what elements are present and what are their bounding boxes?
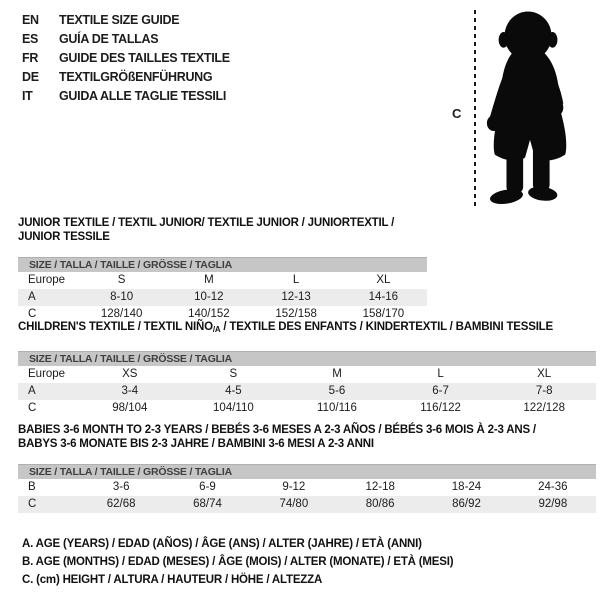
language-title: TEXTILGRÖßENFÜHRUNG [59, 70, 213, 84]
language-code: ES [22, 32, 39, 46]
age-cell: 18-24 [451, 481, 482, 493]
height-cell: 98/104 [112, 402, 148, 414]
legend [22, 535, 453, 589]
age-cell: 5-6 [328, 385, 346, 397]
junior-size-table [18, 257, 427, 323]
section-babies [18, 423, 596, 513]
age-cell: 14-16 [368, 291, 399, 303]
height-cell: 158/170 [362, 308, 405, 320]
language-row-it [22, 87, 230, 106]
language-row-en [22, 11, 230, 30]
age-cell: 6-7 [432, 385, 449, 397]
legend-line-a: A. AGE (YEARS) / EDAD (AÑOS) / ÂGE (ANS) / ALTER (JAHRE) / ETÀ (ANNI) [22, 538, 422, 550]
age-cell: 12-13 [281, 291, 311, 303]
age-cell: 24-36 [538, 481, 568, 493]
section-junior [18, 216, 427, 323]
size-header-bar: SIZE / TALLA / TAILLE / GRÖSSE / TAGLIA [18, 257, 427, 272]
title-line-2: BABYS 3-6 MONATE BIS 2-3 JAHRE / BAMBINI 3-6 MESI A 2-3 ANNI [18, 438, 374, 450]
size-cell: XL [376, 274, 391, 286]
age-cell: 10-12 [194, 291, 224, 303]
legend-line-b: B. AGE (MONTHS) / EDAD (MESES) / ÂGE (MOIS) / ALTER (MONATE) / ETÀ (MESI) [22, 556, 454, 568]
row-label: C [28, 308, 37, 320]
row-label: C [28, 498, 37, 510]
children-size-table [18, 351, 596, 417]
age-cell: 7-8 [535, 385, 553, 397]
language-row-es [22, 30, 230, 49]
table-row-europe [18, 272, 427, 289]
title-text: CHILDREN'S TEXTILE / TEXTIL NIÑO [18, 321, 213, 333]
title-line-1: BABIES 3-6 MONTH TO 2-3 YEARS / BEBÉS 3-6 MESES A 2-3 AÑOS / BÉBÉS 3-6 MOIS À 2-3 ANS / [18, 424, 536, 436]
size-cell: S [229, 368, 238, 380]
legend-line-c: C. (cm) HEIGHT / ALTURA / HAUTEUR / HÖHE / ALTEZZA [22, 574, 323, 586]
size-header-bar: SIZE / TALLA / TAILLE / GRÖSSE / TAGLIA [18, 464, 596, 479]
size-cell: M [204, 274, 214, 286]
table-row-age-months [18, 479, 596, 496]
height-cell: 122/128 [523, 402, 565, 414]
language-code: EN [22, 13, 39, 27]
height-cell: 104/110 [213, 402, 254, 414]
language-title: GUIDE DES TAILLES TEXTILE [59, 51, 230, 65]
height-cell: 68/74 [193, 498, 222, 510]
size-cell: XS [122, 368, 138, 380]
section-children [18, 320, 596, 417]
age-cell: 3-4 [121, 385, 139, 397]
height-figure [450, 5, 595, 213]
baby-silhouette [481, 7, 579, 209]
size-cell: S [117, 274, 126, 286]
height-cell: 86/92 [452, 498, 481, 510]
language-title: TEXTILE SIZE GUIDE [59, 13, 180, 27]
language-title: GUÍA DE TALLAS [59, 32, 159, 46]
size-cell: XL [537, 368, 552, 380]
height-cell: 80/86 [365, 498, 395, 510]
height-cell: 128/140 [100, 308, 143, 320]
table-row-europe [18, 366, 596, 383]
row-label: A [28, 291, 36, 303]
height-cell: 92/98 [538, 498, 568, 510]
section-children-title [18, 320, 596, 337]
size-cell: L [292, 274, 300, 286]
row-label: Europe [28, 368, 66, 380]
table-row-height [18, 400, 596, 417]
language-title: GUIDA ALLE TAGLIE TESSILI [59, 89, 227, 103]
section-babies-title [18, 423, 596, 451]
height-cell: 62/68 [106, 498, 136, 510]
row-label: C [28, 402, 37, 414]
language-code: IT [22, 89, 33, 103]
height-measure-dashed-line [474, 10, 476, 206]
language-row-fr [22, 49, 230, 68]
height-cell: 110/116 [317, 402, 357, 414]
height-cell: 140/152 [188, 308, 230, 320]
language-code: FR [22, 51, 39, 65]
title-subscript: /A [212, 325, 221, 334]
table-row-height [18, 496, 596, 513]
height-cell: 116/122 [420, 402, 461, 414]
age-cell: 3-6 [112, 481, 130, 493]
row-label: A [28, 385, 36, 397]
section-junior-title: JUNIOR TEXTILE / TEXTIL JUNIOR/ TEXTILE JUNIOR / JUNIORTEXTIL / JUNIOR TESSILE [18, 217, 395, 243]
age-cell: 12-18 [365, 481, 395, 493]
age-cell: 6-9 [199, 481, 216, 493]
age-cell: 8-10 [110, 291, 134, 303]
title-text: / TEXTILE DES ENFANTS / KINDERTEXTIL / BAMBINI TESSILE [220, 321, 553, 333]
row-label: Europe [28, 274, 66, 286]
height-cell: 152/158 [275, 308, 317, 320]
table-row-age [18, 289, 427, 306]
age-cell: 4-5 [225, 385, 242, 397]
size-header-bar: SIZE / TALLA / TAILLE / GRÖSSE / TAGLIA [18, 351, 596, 366]
table-row-age [18, 383, 596, 400]
age-cell: 9-12 [282, 481, 306, 493]
size-cell: L [437, 368, 444, 380]
height-measure-label: C [452, 106, 462, 121]
size-cell: M [332, 368, 342, 380]
language-code: DE [22, 70, 39, 84]
babies-size-table [18, 464, 596, 513]
language-title-list [22, 11, 230, 106]
row-label: B [28, 481, 36, 493]
language-row-de [22, 68, 230, 87]
height-cell: 74/80 [279, 498, 309, 510]
